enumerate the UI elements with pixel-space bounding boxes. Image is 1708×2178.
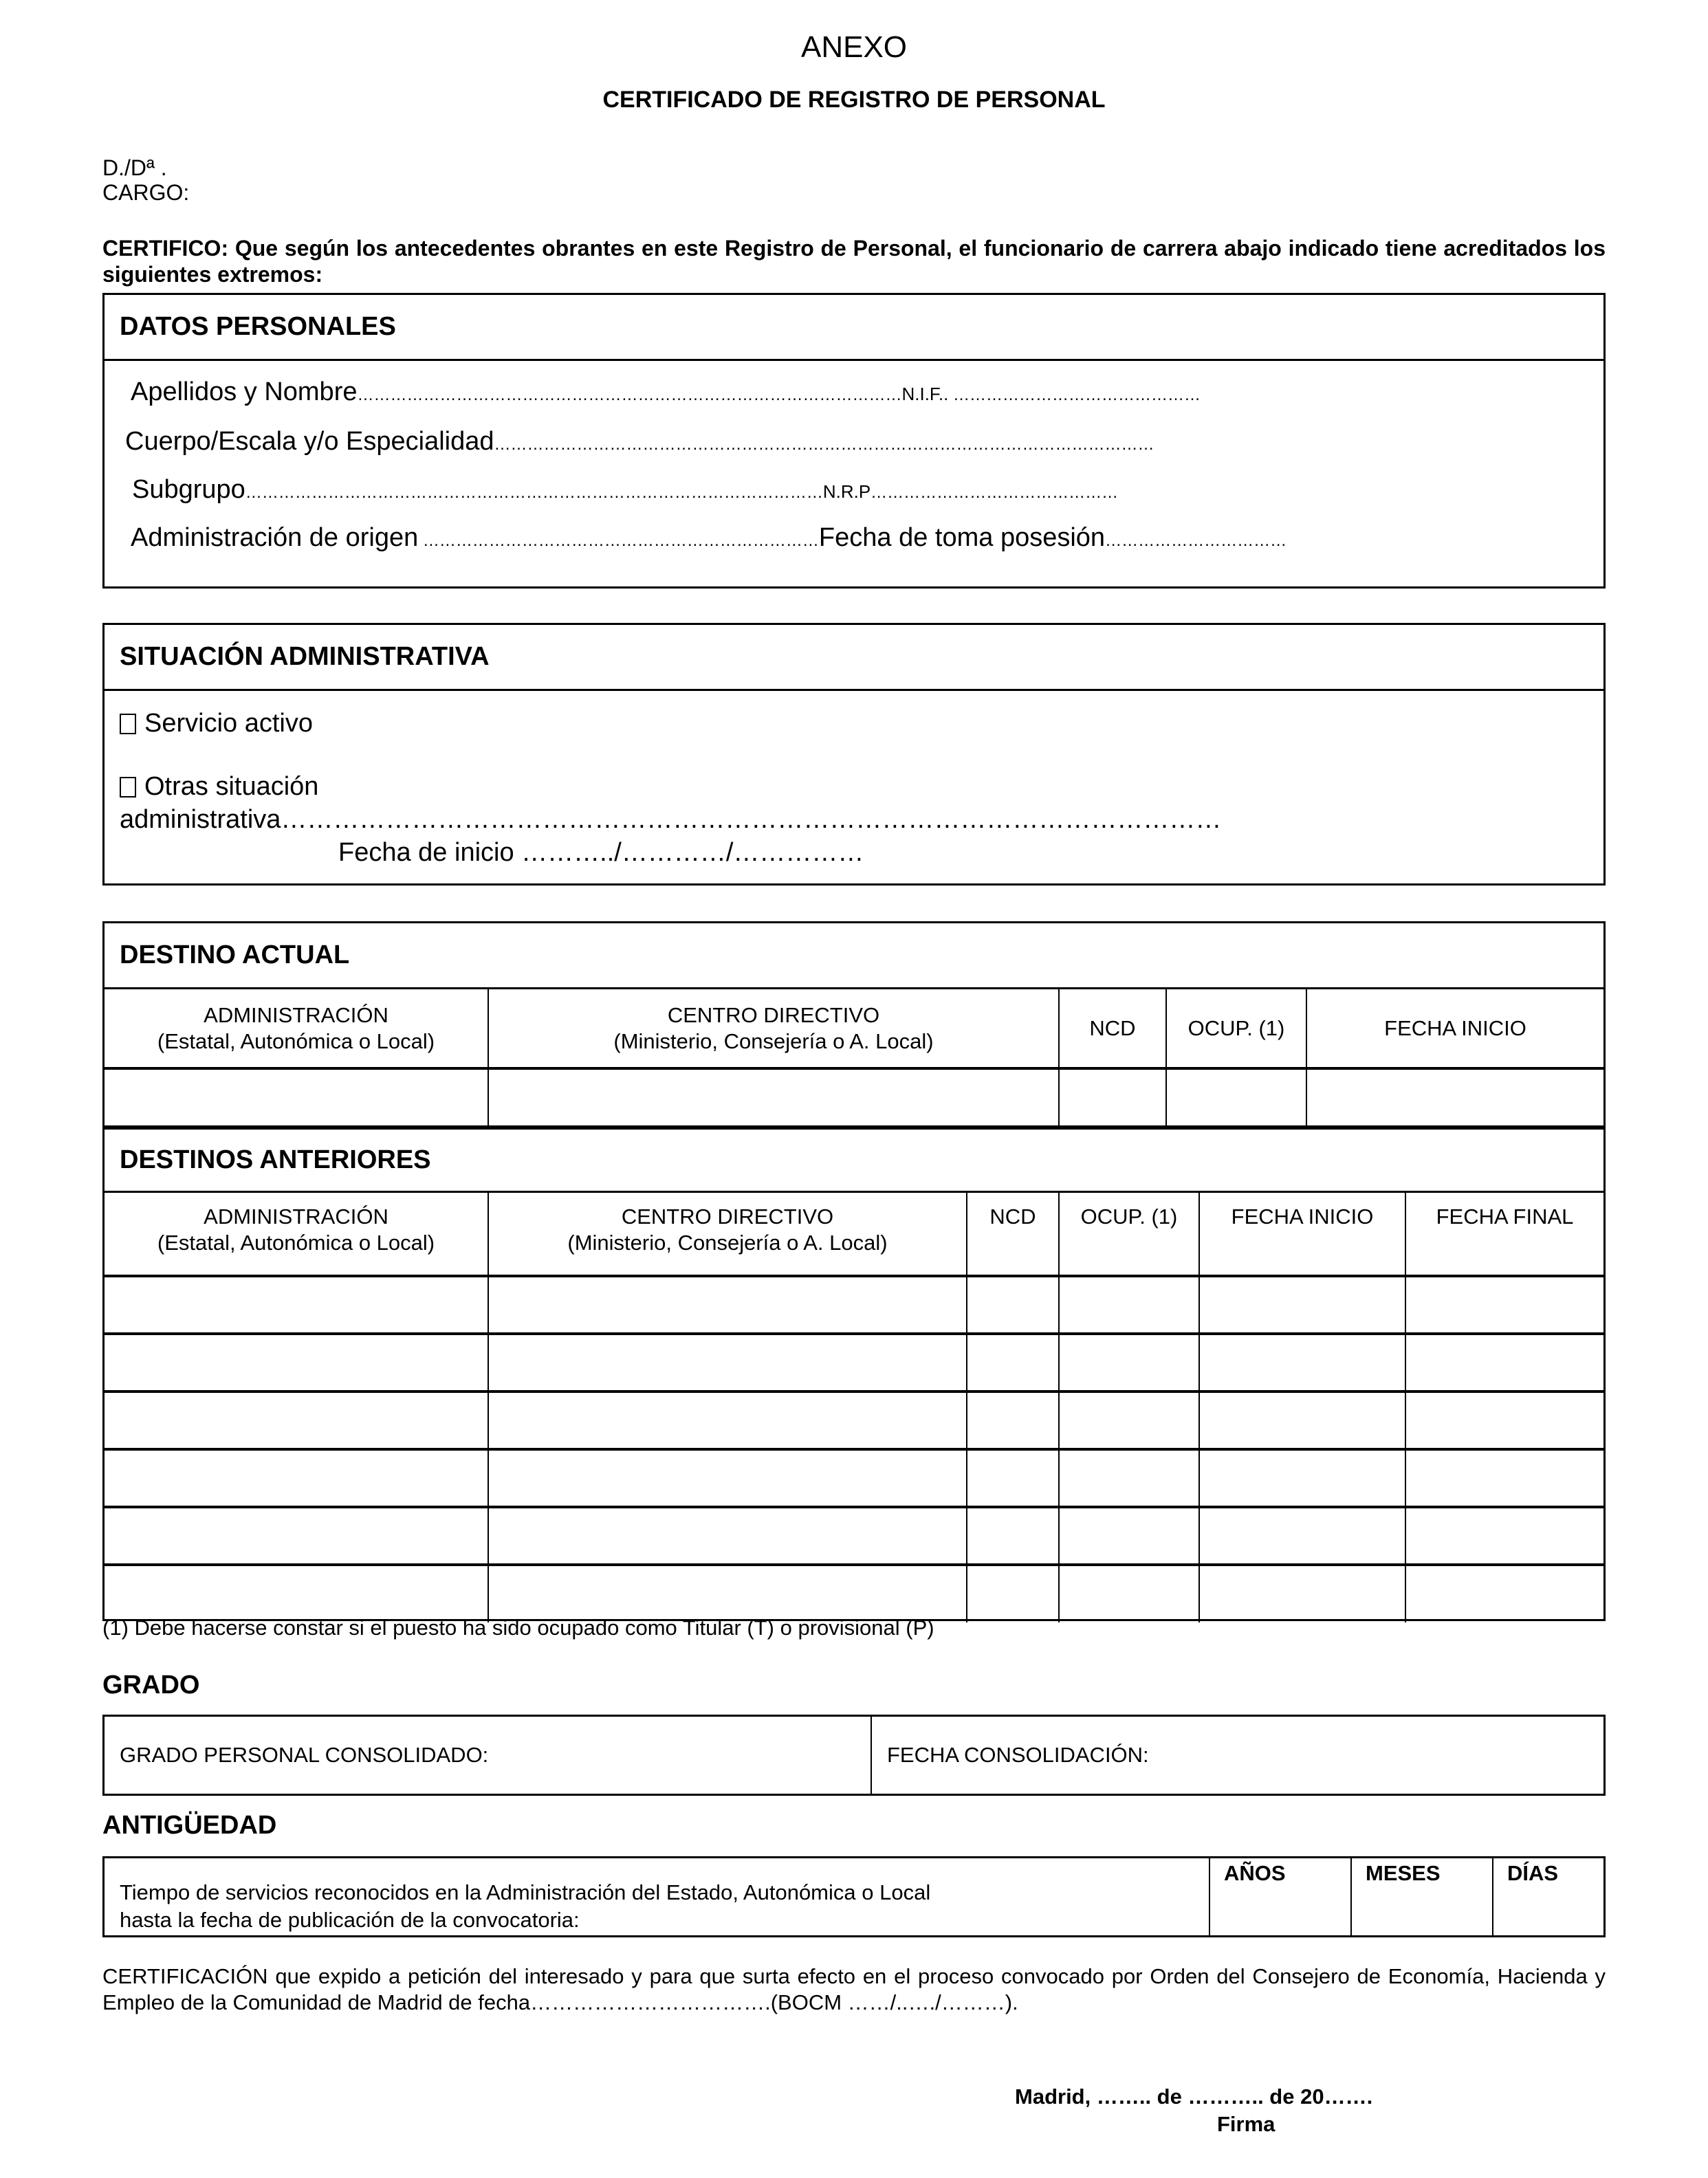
subgrupo-dots: ……………………………………………………………………………………………: [245, 483, 823, 502]
col-ocup: OCUP. (1): [1166, 989, 1306, 1068]
firma-label: Firma: [1217, 2112, 1275, 2136]
administrativa-dots: ………………………………………………………………………………………………: [281, 805, 1222, 834]
col-centro-directivo: CENTRO DIRECTIVO (Ministerio, Consejería o A. Local): [488, 1192, 967, 1276]
ocupacion-footnote: (1) Debe hacerse constar si el puesto ha sido ocupado como Titular (T) o provisional (P): [102, 1616, 934, 1640]
cell[interactable]: [488, 1507, 967, 1565]
fecha-consolidacion-field[interactable]: FECHA CONSOLIDACIÓN:: [887, 1743, 1149, 1767]
servicio-activo-label: Servicio activo: [144, 709, 313, 738]
cell[interactable]: [1405, 1276, 1603, 1334]
cell-fecha-inicio[interactable]: [1306, 1068, 1603, 1126]
col-ncd: NCD: [1059, 989, 1166, 1068]
certificacion-paragraph: CERTIFICACIÓN que expido a petición del interesado y para que surta efecto en el proceso convocado por Orden del Consejero de Economía, Hacienda y Empleo de la Comunidad de Madrid de fecha…………………………….(BOCM ……/..…./………).: [102, 1964, 1606, 2014]
cell[interactable]: [1199, 1507, 1405, 1565]
cell[interactable]: [105, 1334, 488, 1392]
fecha-inicio-field[interactable]: [338, 838, 864, 868]
otras-situacion-input[interactable]: [120, 805, 1221, 835]
servicio-activo-checkbox[interactable]: [120, 714, 136, 734]
cell-centro-directivo[interactable]: [488, 1068, 1059, 1126]
grado-heading: GRADO: [102, 1671, 200, 1700]
cell[interactable]: [1405, 1507, 1603, 1565]
destinos-section: [102, 921, 1606, 1621]
cargo-label: CARGO:: [102, 180, 190, 205]
table-row: [105, 1276, 1603, 1334]
nrp-label: N.R.P: [822, 481, 871, 502]
situacion-heading: SITUACIÓN ADMINISTRATIVA: [105, 625, 1603, 691]
subgrupo-label: Subgrupo: [132, 475, 245, 504]
destinos-anteriores-table: [105, 1191, 1603, 1622]
otras-situacion-checkbox[interactable]: [120, 777, 136, 798]
cell[interactable]: [1405, 1334, 1603, 1392]
cell[interactable]: [1405, 1449, 1603, 1507]
table-row: [105, 1334, 1603, 1392]
fecha-posesion-label: Fecha de toma posesión: [818, 523, 1106, 552]
grado-consolidado-field[interactable]: GRADO PERSONAL CONSOLIDADO:: [105, 1717, 872, 1794]
cell[interactable]: [1199, 1392, 1405, 1449]
tiempo-servicios-label: Tiempo de servicios reconocidos en la Administración del Estado, Autonómica o Local hasta la fecha de publicación de la convocatoria:: [120, 1880, 931, 1932]
cell[interactable]: [1199, 1334, 1405, 1392]
table-row: [105, 1392, 1603, 1449]
situacion-administrativa-section: [102, 623, 1606, 886]
cuerpo-escala-field[interactable]: [125, 427, 1154, 456]
destino-actual-heading: DESTINO ACTUAL: [105, 923, 1603, 989]
fecha-inicio-label: Fecha de inicio: [338, 838, 514, 867]
cell-administracion[interactable]: [105, 1068, 488, 1126]
cell[interactable]: [1199, 1276, 1405, 1334]
col-centro-directivo: CENTRO DIRECTIVO (Ministerio, Consejería o A. Local): [488, 989, 1059, 1068]
cell[interactable]: [1199, 1449, 1405, 1507]
servicio-activo-option[interactable]: [120, 709, 313, 738]
cell[interactable]: [967, 1276, 1059, 1334]
destino-actual-row: [105, 1068, 1603, 1126]
cell[interactable]: [967, 1507, 1059, 1565]
destino-actual-header-row: [105, 989, 1603, 1068]
fecha-posesion-dots: ……………………………: [1105, 531, 1287, 550]
otras-situacion-option[interactable]: [120, 772, 318, 802]
cell[interactable]: [967, 1334, 1059, 1392]
cell-ncd[interactable]: [1059, 1068, 1166, 1126]
cell[interactable]: [967, 1449, 1059, 1507]
fecha-inicio-dots: ………../…………/……………: [514, 838, 864, 867]
cuerpo-dots: …………………………………………………………………………………………………………: [494, 435, 1154, 454]
cell[interactable]: [1059, 1507, 1199, 1565]
antiguedad-heading: ANTIGÜEDAD: [102, 1811, 277, 1840]
cell[interactable]: [105, 1392, 488, 1449]
apellidos-nombre-field[interactable]: [131, 377, 1201, 407]
col-fecha-final: FECHA FINAL: [1405, 1192, 1603, 1276]
datos-personales-section: [102, 293, 1606, 588]
cell[interactable]: [967, 1565, 1059, 1622]
cell[interactable]: [1405, 1392, 1603, 1449]
cell[interactable]: [1059, 1565, 1199, 1622]
cell[interactable]: [105, 1507, 488, 1565]
annex-title: ANEXO: [800, 30, 908, 64]
cell[interactable]: [105, 1449, 488, 1507]
cell[interactable]: [1059, 1276, 1199, 1334]
subgrupo-field[interactable]: [132, 475, 1118, 505]
cell[interactable]: [488, 1276, 967, 1334]
administrativa-label: administrativa: [120, 805, 281, 834]
table-row: [105, 1449, 1603, 1507]
cell[interactable]: [1199, 1565, 1405, 1622]
col-fecha-inicio: FECHA INICIO: [1199, 1192, 1405, 1276]
col-fecha-inicio: FECHA INICIO: [1306, 989, 1603, 1068]
admin-origen-field[interactable]: [131, 523, 1287, 553]
table-row: [105, 1565, 1603, 1622]
destinos-anteriores-header-row: [105, 1192, 1603, 1276]
col-ocup: OCUP. (1): [1059, 1192, 1199, 1276]
meses-field[interactable]: MESES: [1350, 1858, 1492, 1935]
apellidos-dots: ………………………………………………………………………………………: [357, 386, 902, 404]
apellidos-label: Apellidos y Nombre: [131, 377, 358, 406]
antiguedad-section: [102, 1856, 1606, 1937]
cell[interactable]: [967, 1392, 1059, 1449]
cell[interactable]: [488, 1392, 967, 1449]
certifico-statement: CERTIFICO: Que según los antecedentes obrantes en este Registro de Personal, el funcionario de carrera abajo indicado tiene acreditados los siguientes extremos:: [102, 236, 1606, 287]
otras-situacion-label: Otras situación: [144, 772, 319, 801]
dias-field[interactable]: DÍAS: [1492, 1858, 1603, 1935]
cell-ocup[interactable]: [1166, 1068, 1306, 1126]
grado-section: [102, 1715, 1606, 1796]
cell[interactable]: [1059, 1392, 1199, 1449]
cell[interactable]: [105, 1565, 488, 1622]
table-row: [105, 1507, 1603, 1565]
nif-dots: ………………………………………: [948, 386, 1201, 404]
col-administracion: ADMINISTRACIÓN (Estatal, Autonómica o Local): [105, 989, 488, 1068]
admin-origen-dots: ………………………………………………………………: [418, 531, 819, 550]
nif-label: N.I.F..: [901, 384, 949, 404]
cell[interactable]: [488, 1449, 967, 1507]
dd-label: D./Dª .: [102, 155, 167, 180]
cell[interactable]: [1059, 1449, 1199, 1507]
col-ncd: NCD: [967, 1192, 1059, 1276]
cell[interactable]: [1405, 1565, 1603, 1622]
anos-field[interactable]: AÑOS: [1209, 1858, 1350, 1935]
cell[interactable]: [488, 1565, 967, 1622]
cell[interactable]: [105, 1276, 488, 1334]
admin-origen-label: Administración de origen: [131, 523, 419, 552]
cell[interactable]: [488, 1334, 967, 1392]
lugar-fecha: Madrid, …….. de ……….. de 20…….: [1015, 2084, 1373, 2109]
document-title: CERTIFICADO DE REGISTRO DE PERSONAL: [602, 87, 1106, 113]
destinos-anteriores-heading: DESTINOS ANTERIORES: [105, 1127, 1603, 1193]
cuerpo-label: Cuerpo/Escala y/o Especialidad: [125, 427, 494, 456]
nrp-dots: ………………………………………: [871, 483, 1119, 502]
col-administracion: ADMINISTRACIÓN (Estatal, Autonómica o Local): [105, 1192, 488, 1276]
cell[interactable]: [1059, 1334, 1199, 1392]
destino-actual-table: [105, 988, 1603, 1127]
datos-personales-heading: DATOS PERSONALES: [105, 295, 1603, 361]
